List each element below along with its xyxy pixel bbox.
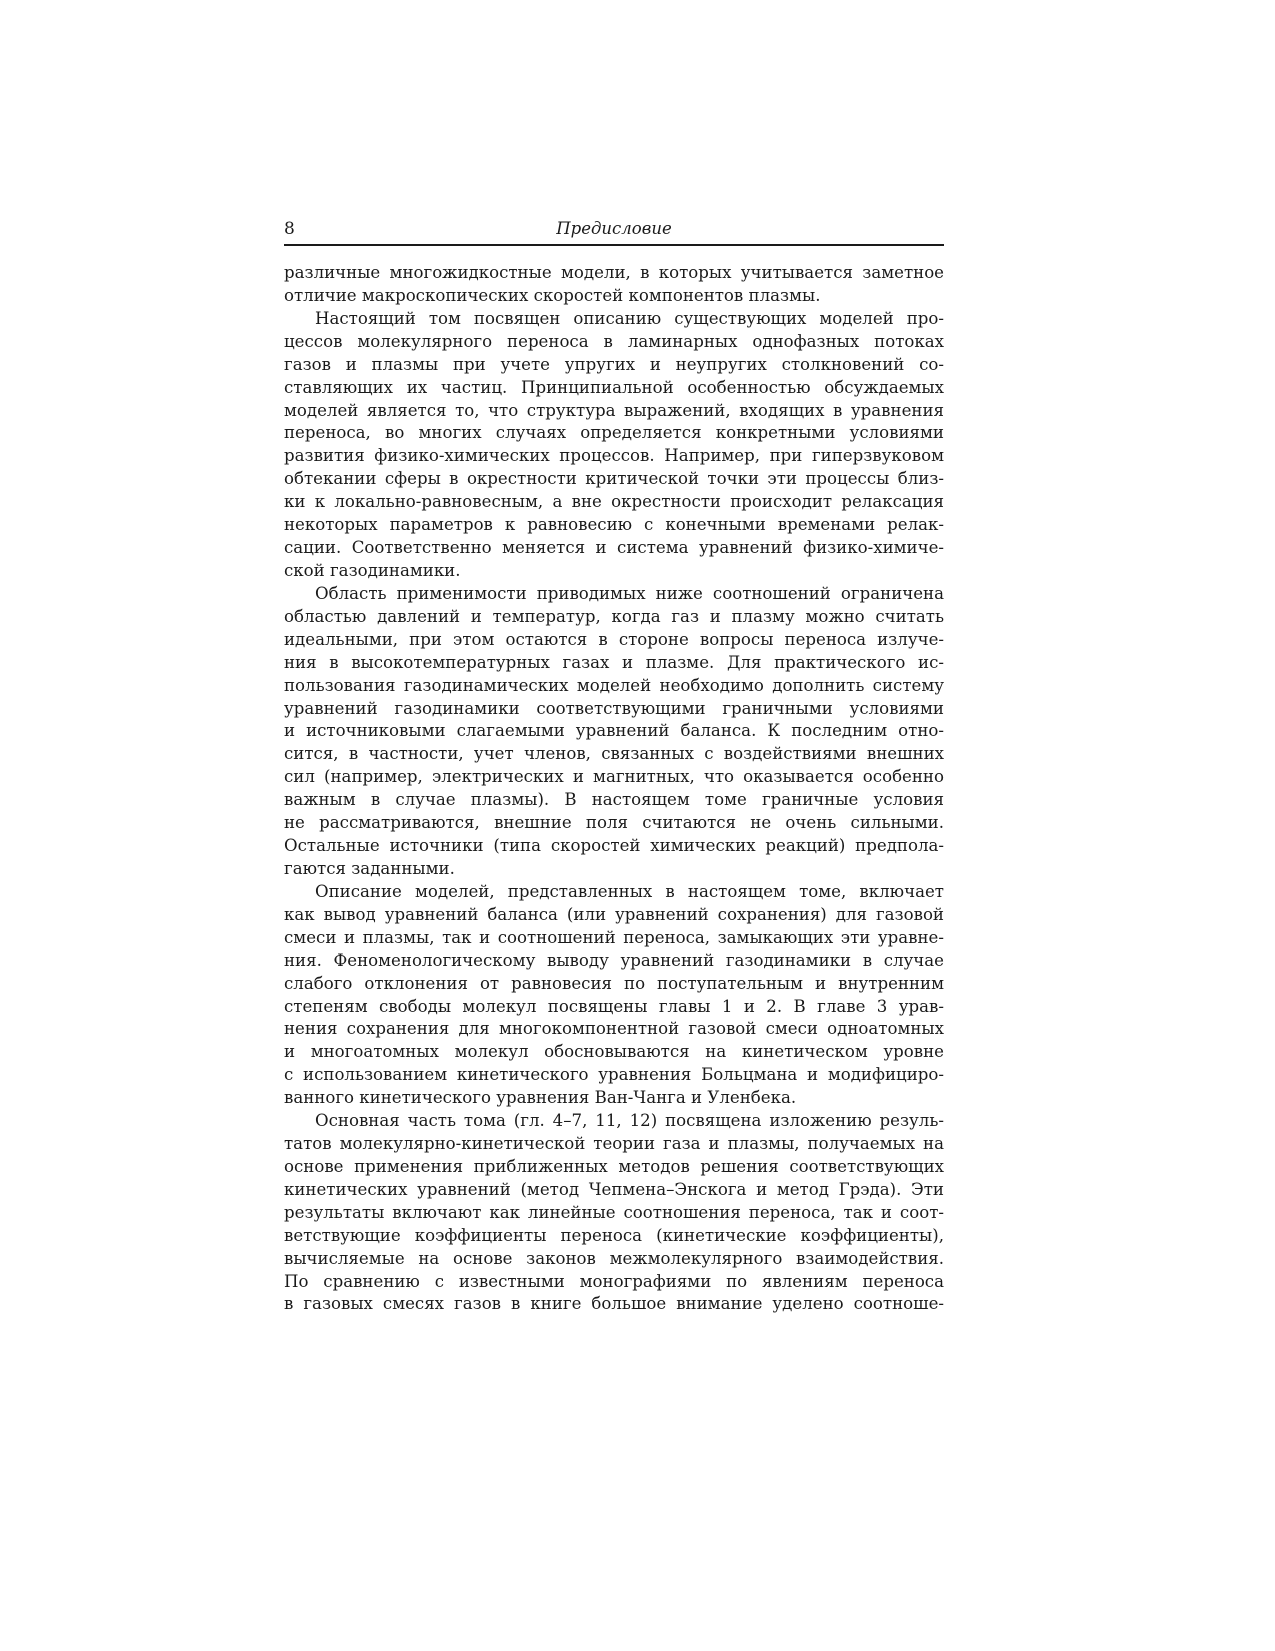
text-line: обтекании сферы в окрестности критической точки эти процессы близ- <box>284 469 944 489</box>
text-line: различные многожидкостные модели, в которых учитывается заметное <box>284 263 944 282</box>
text-line: развития физико-химических процессов. Например, при гиперзвуковом <box>284 446 944 466</box>
text-line: переноса, во многих случаях определяется конкретными условиями <box>284 423 944 443</box>
text-line: ванного кинетического уравнения Ван-Чанга и Уленбека. <box>284 1088 797 1108</box>
text-line: Описание моделей, представленных в настоящем томе, включает <box>315 881 944 901</box>
text-line: сации. Соответственно меняется и система уравнений физико-химиче- <box>284 538 944 558</box>
text-line: и источниковыми слагаемыми уравнений баланса. К последним отно- <box>284 721 944 741</box>
text-line: смеси и плазмы, так и соотношений переноса, замыкающих эти уравне- <box>284 927 944 947</box>
text-line: цессов молекулярного переноса в ламинарных однофазных потоках <box>284 331 944 351</box>
text-line: Настоящий том посвящен описанию существующих моделей про- <box>315 308 944 328</box>
text-line: уравнений газодинамики соответствующими граничными условиями <box>284 698 944 718</box>
text-line: гаются заданными. <box>284 858 455 878</box>
text-line: результаты включают как линейные соотношения переноса, так и соот- <box>284 1202 944 1222</box>
text-line: Основная часть тома (гл. 4–7, 11, 12) посвящена изложению резуль- <box>315 1111 944 1131</box>
page-header <box>284 218 944 246</box>
text-line: ской газодинамики. <box>284 560 461 580</box>
text-line: областью давлений и температур, когда газ и плазму можно считать <box>284 606 944 626</box>
text-line: моделей является то, что структура выражений, входящих в уравнения <box>284 400 944 420</box>
text-line: основе применения приближенных методов решения соответствующих <box>284 1156 944 1176</box>
text-line: Область применимости приводимых ниже соотношений ограничена <box>315 583 944 603</box>
text-line: степеням свободы молекул посвящены главы 1 и 2. В главе 3 урав- <box>284 996 944 1016</box>
text-line: Остальные источники (типа скоростей химических реакций) предпола- <box>284 836 944 856</box>
text-line: идеальными, при этом остаются в стороне вопросы переноса излуче- <box>284 629 944 649</box>
text-line: не рассматриваются, внешние поля считаются не очень сильными. <box>284 813 944 833</box>
text-line: ки к локально-равновесным, а вне окрестности происходит релаксация <box>284 492 944 512</box>
text-line: ния. Феноменологическому выводу уравнений газодинамики в случае <box>284 950 944 970</box>
text-line: нения сохранения для многокомпонентной газовой смеси одноатомных <box>284 1019 944 1039</box>
text-line: По сравнению с известными монографиями по явлениям переноса <box>284 1271 944 1291</box>
text-line: татов молекулярно-кинетической теории газа и плазмы, получаемых на <box>284 1134 944 1154</box>
text-line: и многоатомных молекул обосновываются на кинетическом уровне <box>284 1042 944 1062</box>
body-text <box>284 262 944 1316</box>
text-line: сил (например, электрических и магнитных, что оказывается особенно <box>284 767 944 787</box>
text-line: ветствующие коэффициенты переноса (кинетические коэффициенты), <box>284 1225 944 1245</box>
text-line: вычисляемые на основе законов межмолекулярного взаимодействия. <box>284 1248 944 1268</box>
text-line: некоторых параметров к равновесию с конечными временами релак- <box>284 515 944 535</box>
text-line: ставляющих их частиц. Принципиальной особенностью обсуждаемых <box>284 377 944 397</box>
text-line: пользования газодинамических моделей необходимо дополнить систему <box>284 675 944 695</box>
text-line: кинетических уравнений (метод Чепмена–Энскога и метод Грэда). Эти <box>284 1179 944 1199</box>
text-line: ния в высокотемпературных газах и плазме. Для практического ис- <box>284 652 944 672</box>
text-line: газов и плазмы при учете упругих и неупругих столкновений со- <box>284 354 944 374</box>
text-line: как вывод уравнений баланса (или уравнений сохранения) для газовой <box>284 904 944 924</box>
running-title: Предисловие <box>556 219 672 238</box>
page-number: 8 <box>284 219 295 239</box>
text-line: слабого отклонения от равновесия по поступательным и внутренним <box>284 973 944 993</box>
text-line: в газовых смесях газов в книге большое внимание уделено соотноше- <box>284 1294 944 1314</box>
text-line: сится, в частности, учет членов, связанных с воздействиями внешних <box>284 744 944 764</box>
text-line: отличие макроскопических скоростей компонентов плазмы. <box>284 285 821 305</box>
text-line: важным в случае плазмы). В настоящем томе граничные условия <box>284 790 944 810</box>
text-line: с использованием кинетического уравнения Больцмана и модифициро- <box>284 1065 944 1085</box>
